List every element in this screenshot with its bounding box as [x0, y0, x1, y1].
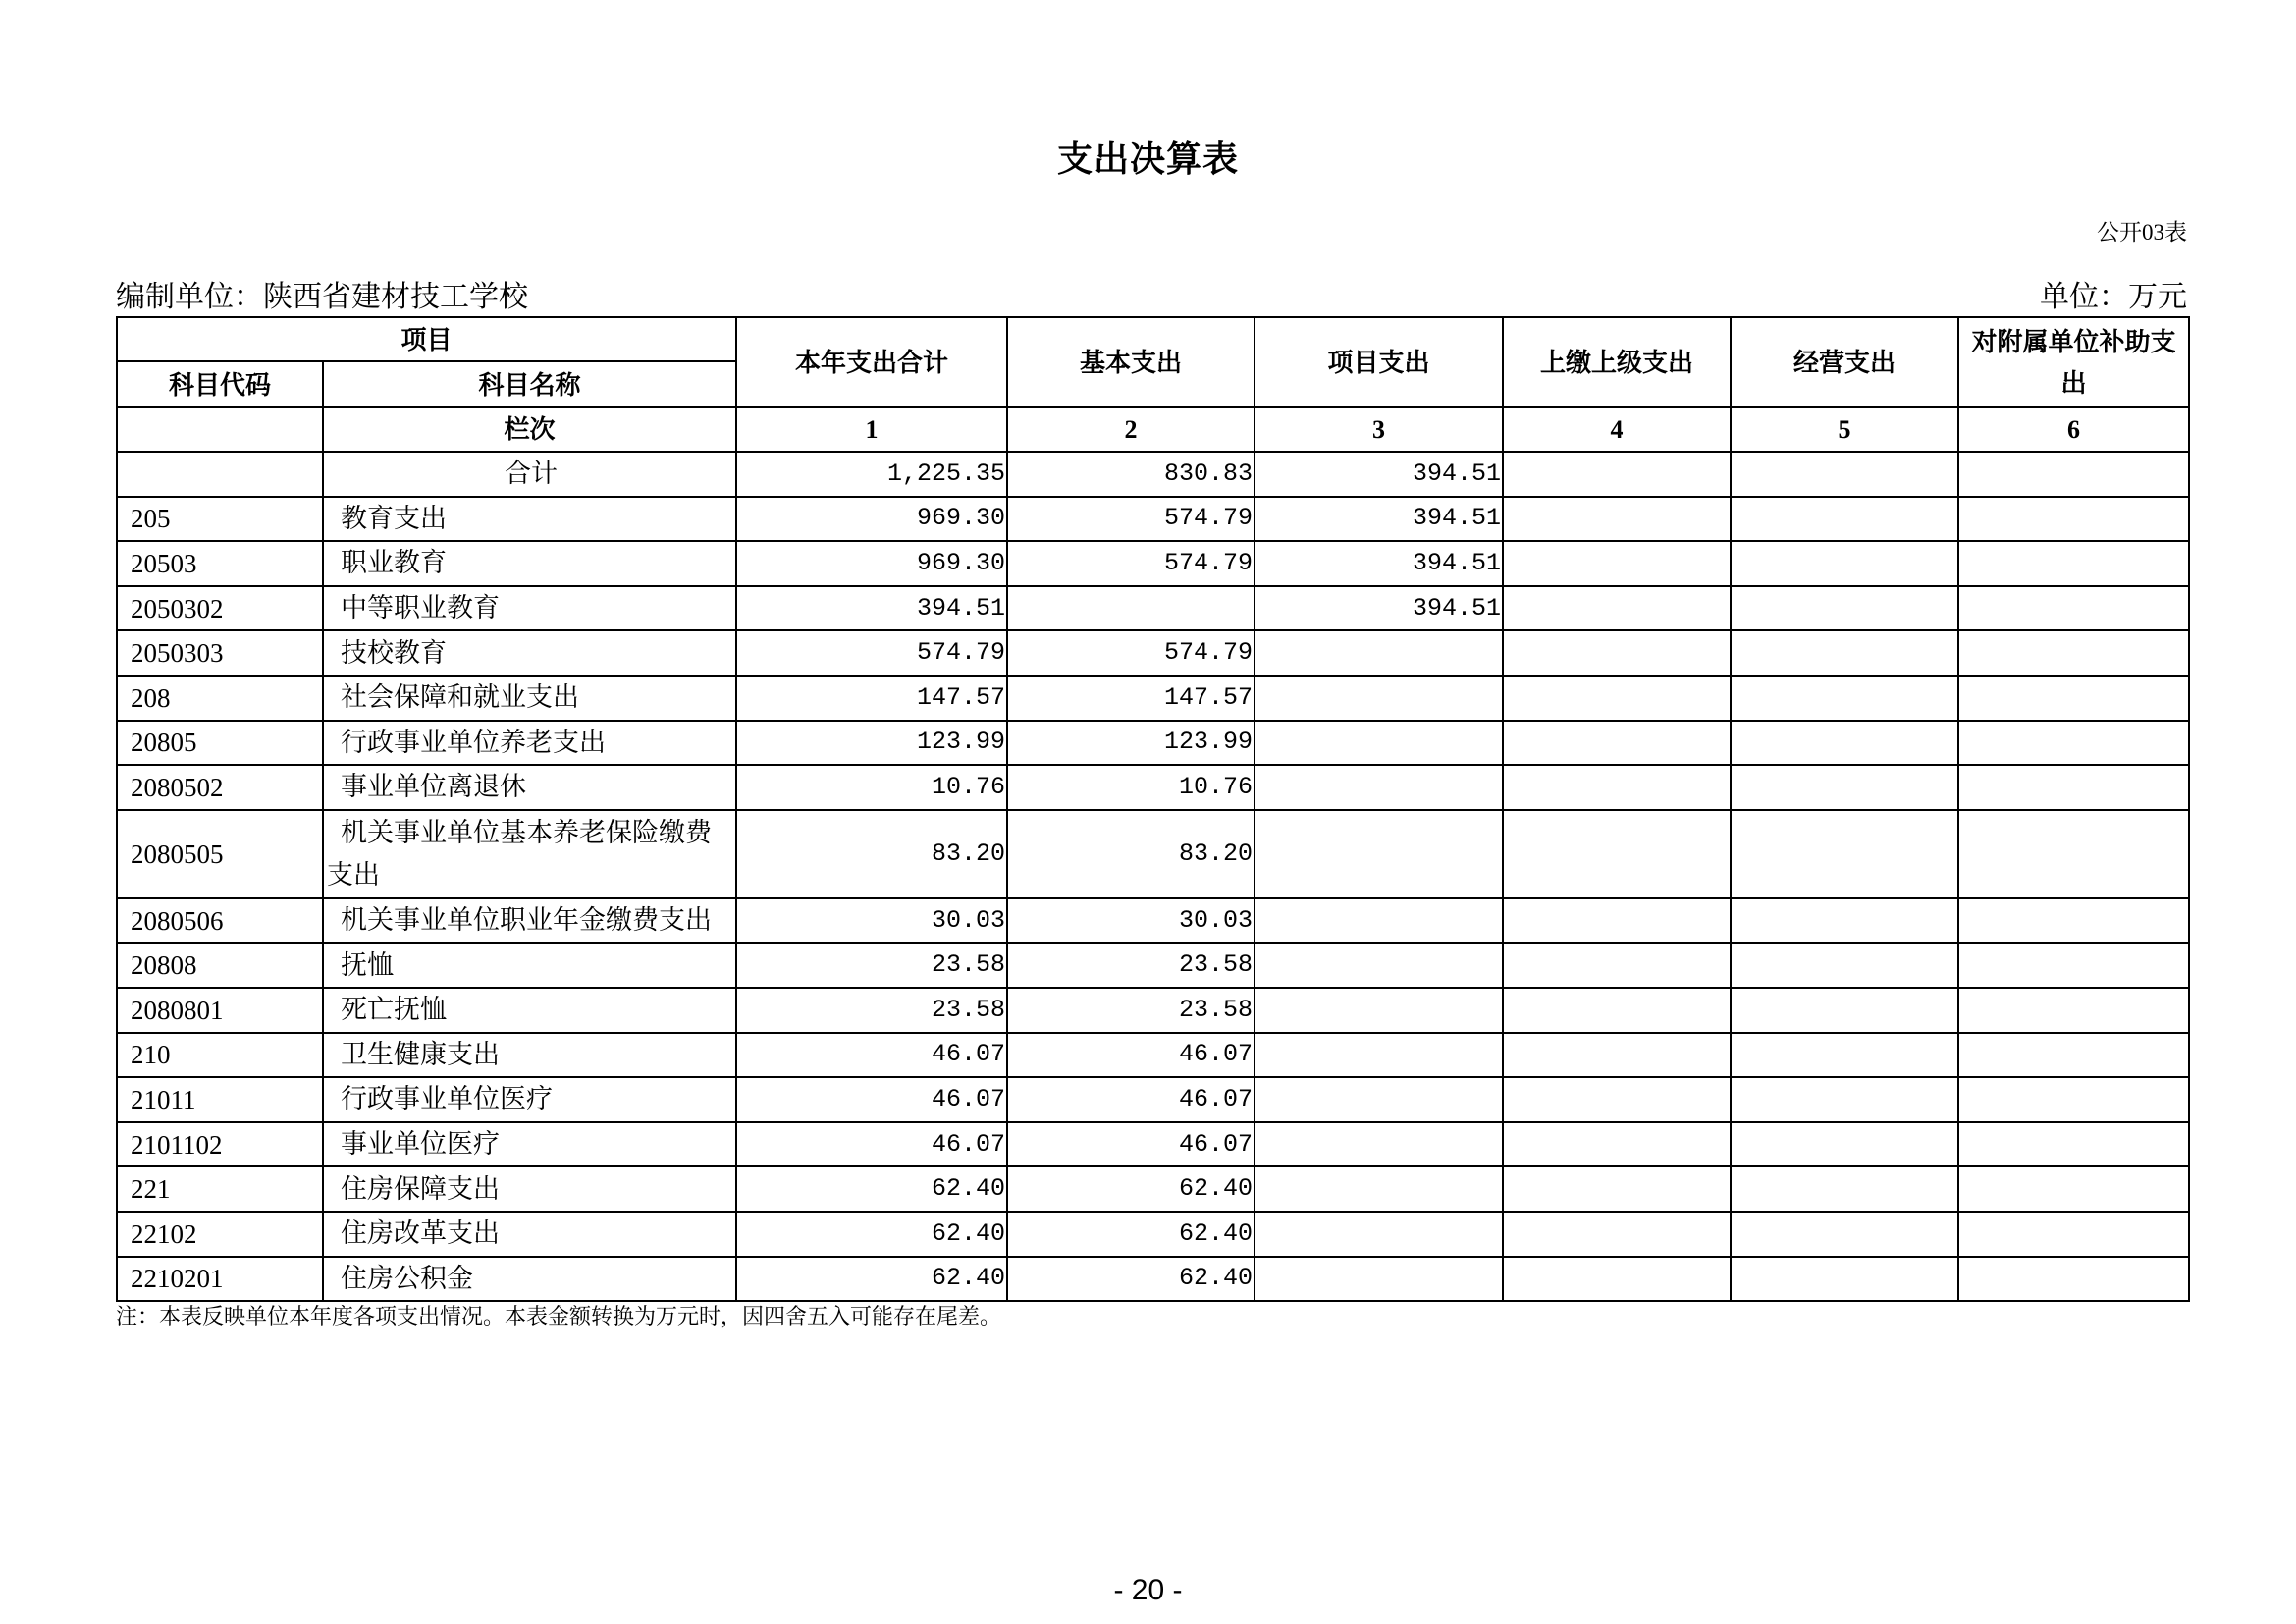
project-expenditure-value: [1255, 988, 1503, 1033]
operating-expenditure-value: [1731, 676, 1958, 721]
column-index-label: 栏次: [323, 407, 736, 452]
table-row: [117, 1122, 2189, 1167]
remit-to-superior-value: [1503, 630, 1731, 676]
subject-code: 2080506: [117, 898, 323, 944]
total-expenditure-value: 969.30: [736, 497, 1007, 542]
total-expenditure-value: 62.40: [736, 1166, 1007, 1212]
page-number: - 20 -: [1113, 1574, 1183, 1606]
subject-code: 2080505: [117, 810, 323, 898]
subject-name: 社会保障和就业支出: [323, 676, 736, 721]
project-expenditure-value: [1255, 630, 1503, 676]
total-expenditure-value: 83.20: [736, 810, 1007, 898]
subject-name: 事业单位离退休: [323, 765, 736, 810]
table-row: [117, 676, 2189, 721]
basic-expenditure-value: 574.79: [1007, 497, 1255, 542]
project-expenditure-value: 394.51: [1255, 452, 1503, 497]
subsidy-to-affiliates-value: [1958, 810, 2189, 898]
remit-to-superior-value: [1503, 765, 1731, 810]
subject-name: 住房改革支出: [323, 1212, 736, 1257]
remit-to-superior-value: [1503, 1212, 1731, 1257]
subsidy-to-affiliates-value: [1958, 1257, 2189, 1302]
table-row: [117, 452, 2189, 497]
remit-to-superior-value: [1503, 1122, 1731, 1167]
subject-code-header: 科目代码: [117, 361, 323, 407]
remit-to-superior-value: [1503, 1033, 1731, 1078]
basic-expenditure-value: 83.20: [1007, 810, 1255, 898]
subject-code: 22102: [117, 1212, 323, 1257]
table-row: [117, 988, 2189, 1033]
project-expenditure-value: [1255, 898, 1503, 944]
table-row: [117, 1166, 2189, 1212]
column-index-5: 5: [1731, 407, 1958, 452]
subject-name: 合计: [323, 452, 736, 497]
operating-expenditure-value: [1731, 898, 1958, 944]
project-expenditure-header: 项目支出: [1255, 317, 1503, 407]
subsidy-to-affiliates-value: [1958, 586, 2189, 631]
currency-unit-label: 单位：万元: [2040, 281, 2187, 313]
table-footnote: 注：本表反映单位本年度各项支出情况。本表金额转换为万元时，因四舍五入可能存在尾差。: [116, 1304, 1002, 1328]
total-expenditure-value: 46.07: [736, 1122, 1007, 1167]
basic-expenditure-value: 10.76: [1007, 765, 1255, 810]
operating-expenditure-value: [1731, 1077, 1958, 1122]
total-expenditure-header: 本年支出合计: [736, 317, 1007, 407]
operating-expenditure-value: [1731, 586, 1958, 631]
subsidy-to-affiliates-value: [1958, 943, 2189, 988]
basic-expenditure-value: 23.58: [1007, 943, 1255, 988]
operating-expenditure-value: [1731, 497, 1958, 542]
subject-code: 208: [117, 676, 323, 721]
column-index-2: 2: [1007, 407, 1255, 452]
total-expenditure-value: 10.76: [736, 765, 1007, 810]
total-expenditure-value: 62.40: [736, 1257, 1007, 1302]
subject-code: [117, 452, 323, 497]
operating-expenditure-header: 经营支出: [1731, 317, 1958, 407]
basic-expenditure-value: 62.40: [1007, 1166, 1255, 1212]
column-index-1: 1: [736, 407, 1007, 452]
subject-name: 事业单位医疗: [323, 1122, 736, 1167]
subject-name-header: 科目名称: [323, 361, 736, 407]
basic-expenditure-value: 46.07: [1007, 1033, 1255, 1078]
total-expenditure-value: 147.57: [736, 676, 1007, 721]
subject-name: 行政事业单位养老支出: [323, 721, 736, 766]
remit-to-superior-value: [1503, 1166, 1731, 1212]
basic-expenditure-value: 30.03: [1007, 898, 1255, 944]
remit-to-superior-value: [1503, 943, 1731, 988]
subject-name: 中等职业教育: [323, 586, 736, 631]
operating-expenditure-value: [1731, 943, 1958, 988]
subsidy-to-affiliates-value: [1958, 452, 2189, 497]
table-row: [117, 1033, 2189, 1078]
table-row: [117, 497, 2189, 542]
operating-expenditure-value: [1731, 988, 1958, 1033]
subject-code: 210: [117, 1033, 323, 1078]
table-row: [117, 1077, 2189, 1122]
project-expenditure-value: 394.51: [1255, 497, 1503, 542]
subject-code: 205: [117, 497, 323, 542]
operating-expenditure-value: [1731, 765, 1958, 810]
column-index-row: [117, 407, 2189, 452]
item-group-header: 项目: [117, 317, 736, 361]
project-expenditure-value: [1255, 721, 1503, 766]
operating-expenditure-value: [1731, 1166, 1958, 1212]
basic-expenditure-header: 基本支出: [1007, 317, 1255, 407]
total-expenditure-value: 394.51: [736, 586, 1007, 631]
table-row: [117, 810, 2189, 898]
operating-expenditure-value: [1731, 630, 1958, 676]
project-expenditure-value: [1255, 1077, 1503, 1122]
remit-to-superior-value: [1503, 898, 1731, 944]
subject-name: 机关事业单位职业年金缴费支出: [323, 898, 736, 944]
operating-expenditure-value: [1731, 452, 1958, 497]
subject-code: 2050303: [117, 630, 323, 676]
project-expenditure-value: [1255, 1122, 1503, 1167]
operating-expenditure-value: [1731, 1257, 1958, 1302]
total-expenditure-value: 23.58: [736, 988, 1007, 1033]
subject-name: 住房保障支出: [323, 1166, 736, 1212]
subject-code: 2210201: [117, 1257, 323, 1302]
total-expenditure-value: 23.58: [736, 943, 1007, 988]
project-expenditure-value: [1255, 765, 1503, 810]
total-expenditure-value: 574.79: [736, 630, 1007, 676]
project-expenditure-value: 394.51: [1255, 541, 1503, 586]
remit-to-superior-value: [1503, 721, 1731, 766]
subject-code: 2050302: [117, 586, 323, 631]
table-row: [117, 1212, 2189, 1257]
project-expenditure-value: [1255, 943, 1503, 988]
remit-to-superior-value: [1503, 586, 1731, 631]
subsidy-to-affiliates-value: [1958, 497, 2189, 542]
column-index-blank: [117, 407, 323, 452]
basic-expenditure-value: 147.57: [1007, 676, 1255, 721]
basic-expenditure-value: 46.07: [1007, 1077, 1255, 1122]
total-expenditure-value: 1,225.35: [736, 452, 1007, 497]
subsidy-to-affiliates-value: [1958, 765, 2189, 810]
total-expenditure-value: 46.07: [736, 1033, 1007, 1078]
column-index-4: 4: [1503, 407, 1731, 452]
subject-name: 死亡抚恤: [323, 988, 736, 1033]
subsidy-to-affiliates-value: [1958, 988, 2189, 1033]
table-row: [117, 630, 2189, 676]
prepared-by-label: 编制单位：陕西省建材技工学校: [116, 281, 528, 313]
project-expenditure-value: [1255, 1166, 1503, 1212]
basic-expenditure-value: [1007, 586, 1255, 631]
subject-name: 技校教育: [323, 630, 736, 676]
subject-code: 20808: [117, 943, 323, 988]
table-row: [117, 765, 2189, 810]
subsidy-to-affiliates-value: [1958, 1166, 2189, 1212]
header-row: [117, 317, 2189, 361]
total-expenditure-value: 30.03: [736, 898, 1007, 944]
remit-to-superior-value: [1503, 988, 1731, 1033]
subsidy-to-affiliates-value: [1958, 1033, 2189, 1078]
subject-name: 机关事业单位基本养老保险缴费支出: [323, 810, 736, 898]
subject-code: 221: [117, 1166, 323, 1212]
subsidy-to-affiliates-value: [1958, 1122, 2189, 1167]
remit-to-superior-value: [1503, 497, 1731, 542]
subject-code: 2101102: [117, 1122, 323, 1167]
remit-to-superior-value: [1503, 452, 1731, 497]
subject-code: 20503: [117, 541, 323, 586]
basic-expenditure-value: 46.07: [1007, 1122, 1255, 1167]
basic-expenditure-value: 574.79: [1007, 541, 1255, 586]
subject-code: 21011: [117, 1077, 323, 1122]
total-expenditure-value: 62.40: [736, 1212, 1007, 1257]
table-row: [117, 721, 2189, 766]
total-expenditure-value: 969.30: [736, 541, 1007, 586]
basic-expenditure-value: 830.83: [1007, 452, 1255, 497]
basic-expenditure-value: 62.40: [1007, 1212, 1255, 1257]
project-expenditure-value: [1255, 810, 1503, 898]
subsidy-to-affiliates-value: [1958, 721, 2189, 766]
column-index-6: 6: [1958, 407, 2189, 452]
table-row: [117, 943, 2189, 988]
subject-name: 卫生健康支出: [323, 1033, 736, 1078]
remit-to-superior-value: [1503, 1257, 1731, 1302]
form-code: 公开03表: [2097, 220, 2187, 244]
operating-expenditure-value: [1731, 721, 1958, 766]
operating-expenditure-value: [1731, 1122, 1958, 1167]
subject-name: 抚恤: [323, 943, 736, 988]
subject-name: 住房公积金: [323, 1257, 736, 1302]
remit-to-superior-value: [1503, 810, 1731, 898]
total-expenditure-value: 46.07: [736, 1077, 1007, 1122]
project-expenditure-value: [1255, 1257, 1503, 1302]
subject-name: 教育支出: [323, 497, 736, 542]
page-title: 支出决算表: [1056, 138, 1239, 179]
project-expenditure-value: [1255, 1212, 1503, 1257]
subsidy-to-affiliates-value: [1958, 630, 2189, 676]
subsidy-to-affiliates-value: [1958, 676, 2189, 721]
subject-name: 职业教育: [323, 541, 736, 586]
column-index-3: 3: [1255, 407, 1503, 452]
operating-expenditure-value: [1731, 541, 1958, 586]
remit-to-superior-value: [1503, 676, 1731, 721]
operating-expenditure-value: [1731, 1033, 1958, 1078]
remit-to-superior-value: [1503, 541, 1731, 586]
project-expenditure-value: [1255, 1033, 1503, 1078]
subsidy-to-affiliates-value: [1958, 1212, 2189, 1257]
subsidy-to-affiliates-value: [1958, 1077, 2189, 1122]
subsidy-to-affiliates-header: 对附属单位补助支出: [1958, 317, 2189, 407]
subject-code: 2080801: [117, 988, 323, 1033]
remit-to-superior-header: 上缴上级支出: [1503, 317, 1731, 407]
basic-expenditure-value: 123.99: [1007, 721, 1255, 766]
subject-code: 2080502: [117, 765, 323, 810]
expenditure-table: [116, 316, 2190, 1302]
table-row: [117, 541, 2189, 586]
table-row: [117, 898, 2189, 944]
project-expenditure-value: [1255, 676, 1503, 721]
remit-to-superior-value: [1503, 1077, 1731, 1122]
basic-expenditure-value: 23.58: [1007, 988, 1255, 1033]
subject-name: 行政事业单位医疗: [323, 1077, 736, 1122]
subject-code: 20805: [117, 721, 323, 766]
basic-expenditure-value: 574.79: [1007, 630, 1255, 676]
table-row: [117, 586, 2189, 631]
project-expenditure-value: 394.51: [1255, 586, 1503, 631]
operating-expenditure-value: [1731, 810, 1958, 898]
table-row: [117, 1257, 2189, 1302]
subsidy-to-affiliates-value: [1958, 541, 2189, 586]
operating-expenditure-value: [1731, 1212, 1958, 1257]
total-expenditure-value: 123.99: [736, 721, 1007, 766]
subsidy-to-affiliates-value: [1958, 898, 2189, 944]
basic-expenditure-value: 62.40: [1007, 1257, 1255, 1302]
